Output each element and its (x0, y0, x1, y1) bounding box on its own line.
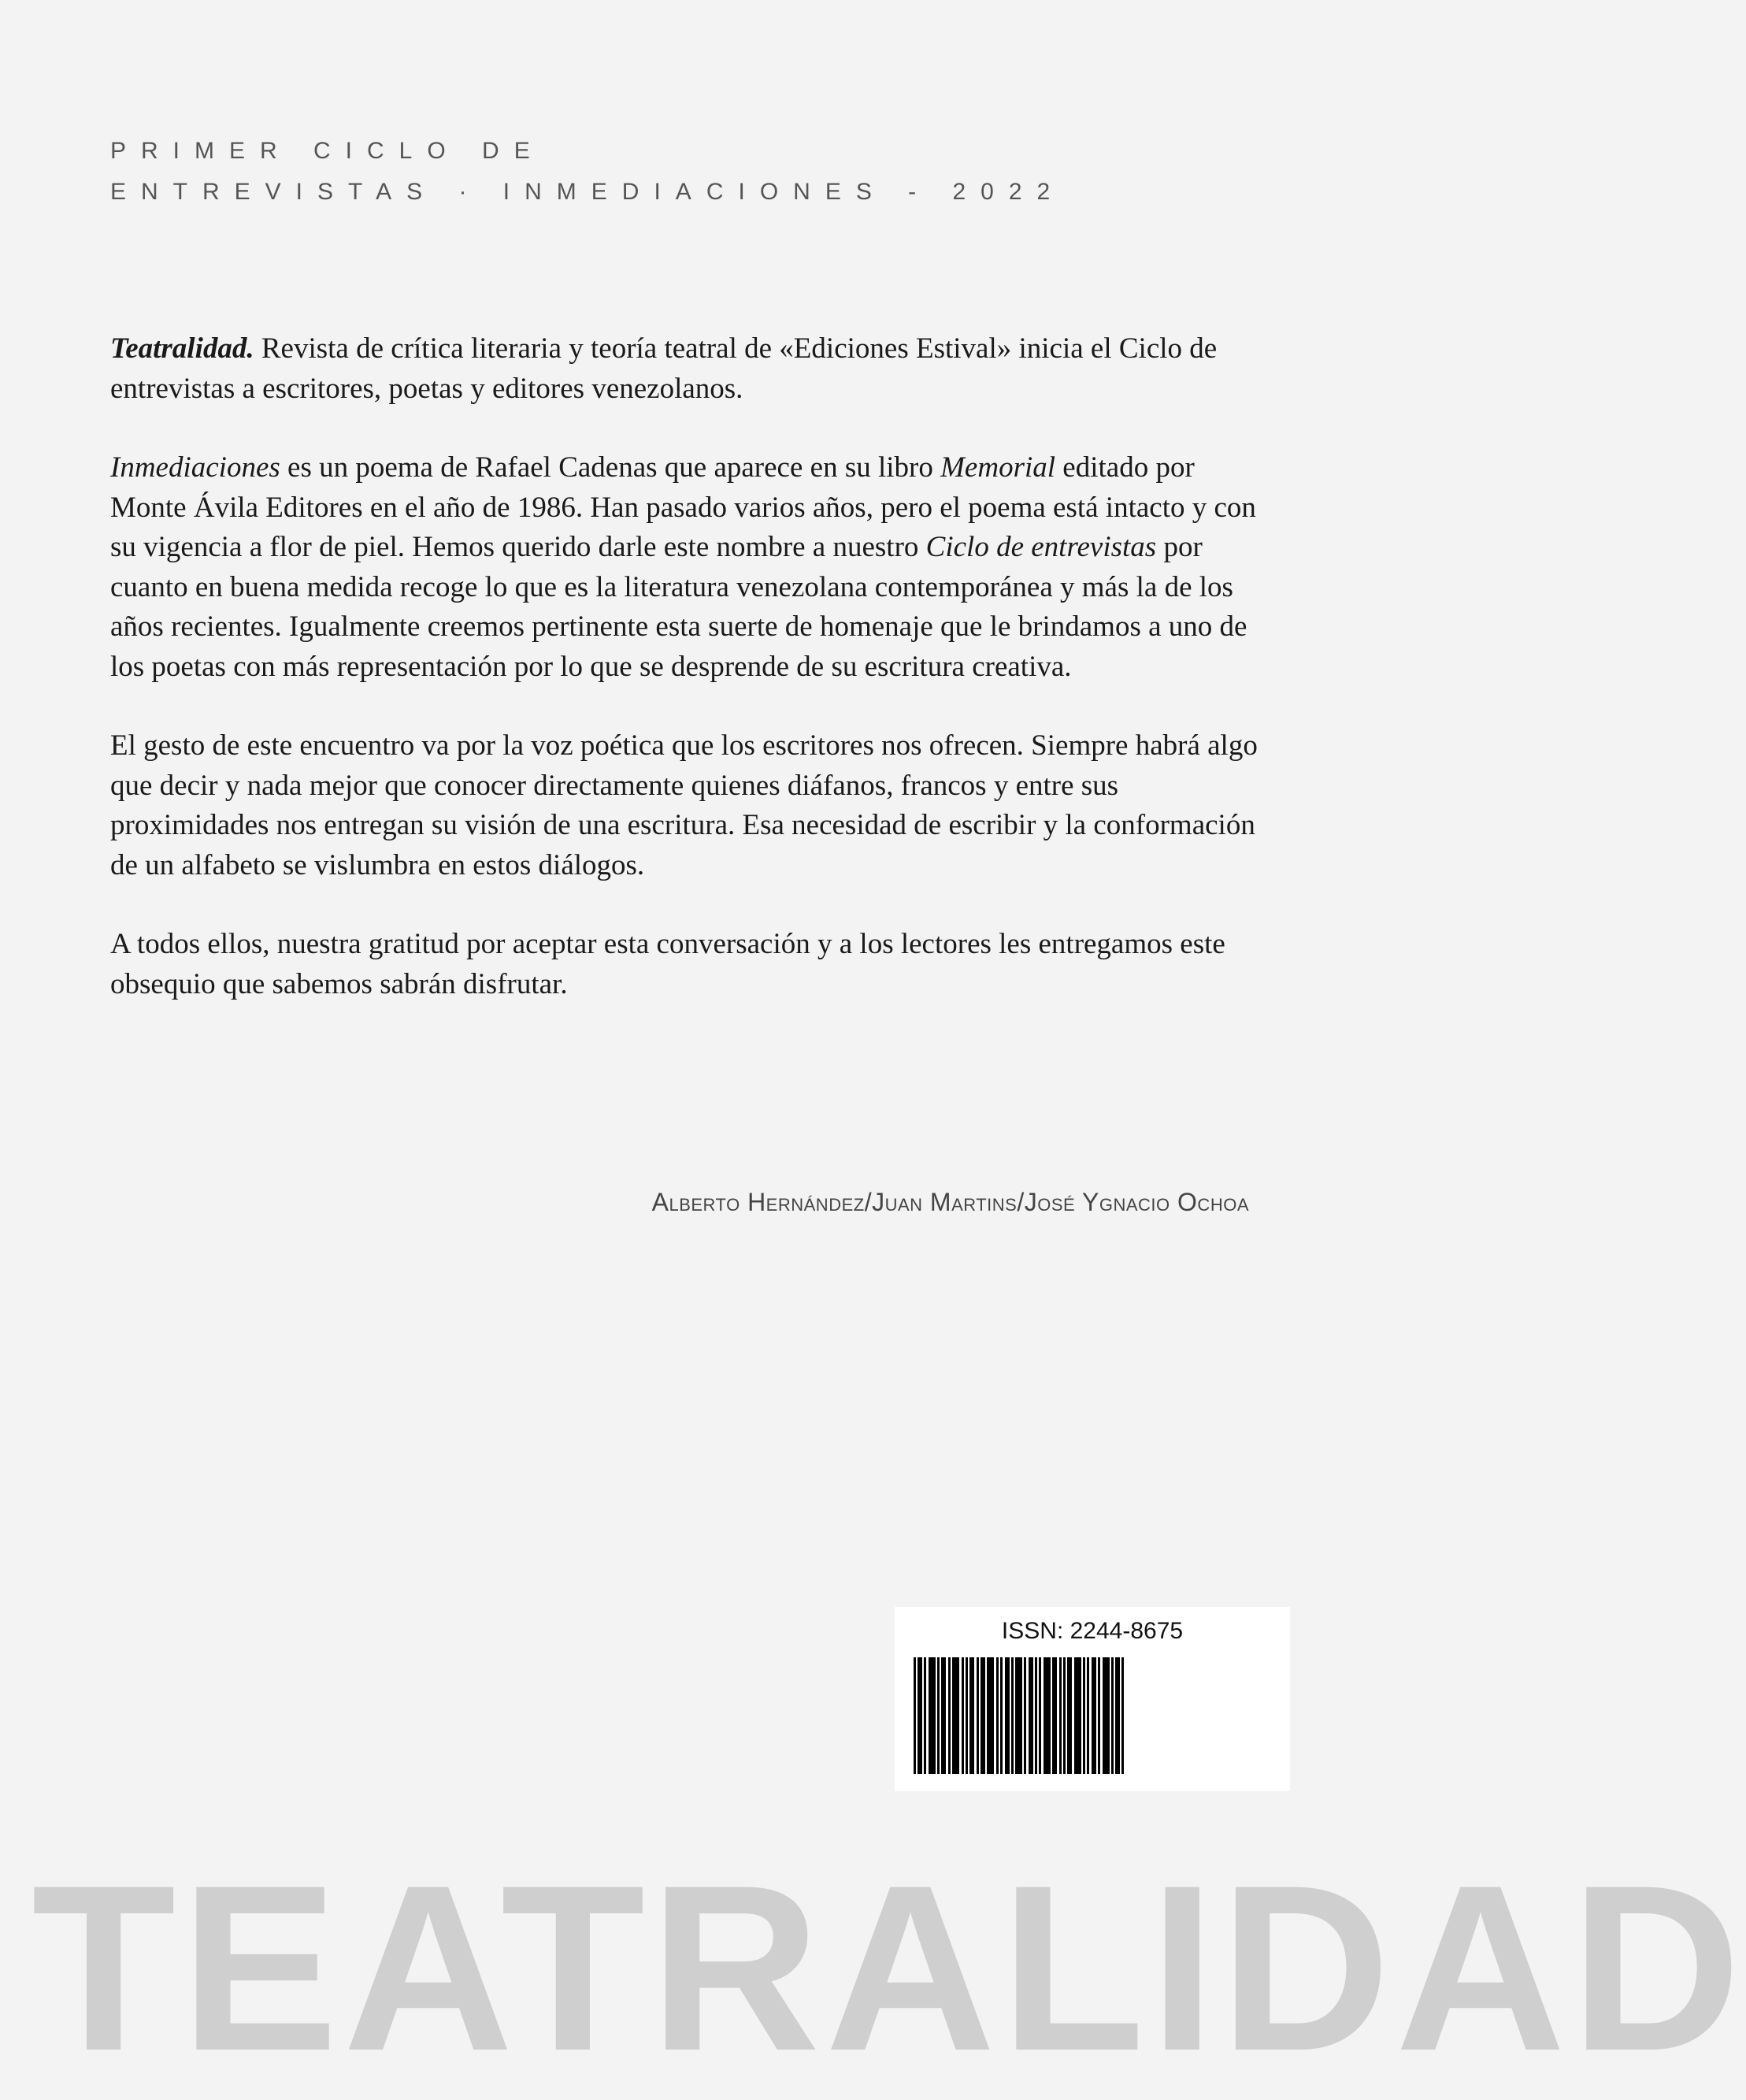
series-header-line-1: PRIMER CICLO DE (110, 138, 545, 164)
intro-text: Revista de crítica literaria y teoría teatral de «Ediciones Estival» inicia el Ciclo de entrevistas a escritores, poetas y editores venezolanos. (110, 332, 1218, 405)
barcode-bar (1121, 1657, 1124, 1774)
barcode-bar (996, 1657, 999, 1774)
barcode-bar (1059, 1657, 1062, 1774)
barcode-bar (1087, 1657, 1089, 1774)
barcode-bar (1015, 1657, 1022, 1774)
barcode-bar (1092, 1657, 1096, 1774)
barcode-bar (1044, 1657, 1051, 1774)
issn-label: ISSN: 2244-8675 (1001, 1618, 1184, 1644)
series-header (110, 131, 1065, 213)
barcode-bar (937, 1657, 940, 1774)
book-title: Memorial (940, 451, 1056, 484)
back-cover-text (110, 329, 1260, 1044)
barcode-bar (917, 1657, 922, 1774)
barcode-bar (1083, 1657, 1085, 1774)
barcode-bar (924, 1657, 926, 1774)
barcode-bar (1039, 1657, 1041, 1774)
poem-title: Inmediaciones (110, 451, 280, 484)
barcode-bar (969, 1657, 974, 1774)
barcode-bar (914, 1657, 916, 1774)
barcode-bar (987, 1657, 994, 1774)
barcode-bar (962, 1657, 964, 1774)
barcode-bar (981, 1657, 985, 1774)
barcode-bar (1111, 1657, 1114, 1774)
barcode-bar (1115, 1657, 1120, 1774)
barcode-bar (1029, 1657, 1033, 1774)
barcode (914, 1657, 1271, 1774)
poem-text-1: es un poema de Rafael Cadenas que aparece en su libro (280, 451, 941, 484)
barcode-bar (977, 1657, 979, 1774)
issn-barcode-box (895, 1607, 1290, 1791)
poem-text-2: editado por Monte Ávila Editores en el año de 1986. Han pasado varios años, pero el poema está intacto y con su vigencia a flor de piel. Hemos querido darle este nombre a nuestro (110, 451, 1256, 563)
poem-text-3: por cuanto en buena medida recoge lo que es la literatura venezolana contemporánea y más la de los años recientes. Igualmente creemos pertinente esta suerte de homenaje que le brindamos a uno de los poetas con más representación por lo que se desprende de su escritura creativa. (110, 531, 1247, 683)
cycle-title: Ciclo de entrevistas (925, 531, 1157, 563)
barcode-bar (1098, 1657, 1100, 1774)
barcode-bar (1052, 1657, 1057, 1774)
barcode-bar (1005, 1657, 1010, 1774)
gratitude-paragraph: A todos ellos, nuestra gratitud por aceptar esta conversación y a los lectores les entregamos este obsequio que sabemos sabrán disfrutar. (110, 928, 1225, 1000)
magazine-title: Teatralidad. (110, 332, 254, 365)
barcode-bar (1103, 1657, 1110, 1774)
barcode-bar (941, 1657, 946, 1774)
gesture-paragraph: El gesto de este encuentro va por la voz poética que los escritores nos ofrecen. Siempre habrá algo que decir y nada mejor que conocer directamente quienes diáfanos, francos y entre sus proximidades nos entregan su visión de una escritura. Esa necesidad de escribir y la conformación de un alfabeto se vislumbra en estos diálogos. (110, 729, 1258, 881)
footer-logo: TEATRALIDAD (32, 1835, 1746, 2100)
barcode-bar (1035, 1657, 1037, 1774)
barcode-bar (1024, 1657, 1026, 1774)
series-header-line-2: ENTREVISTAS · INMEDIACIONES - 2022 (110, 179, 1066, 205)
authors-signature: Alberto Hernández/Juan Martins/José Ygnacio Ochoa (651, 1188, 1249, 1216)
barcode-bar (929, 1657, 936, 1774)
barcode-bar (966, 1657, 968, 1774)
barcode-bar (1011, 1657, 1014, 1774)
barcode-bar (1074, 1657, 1081, 1774)
poem-paragraph (110, 448, 1260, 687)
barcode-bar (948, 1657, 951, 1774)
barcode-bar (952, 1657, 959, 1774)
barcode-bar (1000, 1657, 1003, 1774)
intro-paragraph (110, 329, 1260, 409)
barcode-bar (1063, 1657, 1066, 1774)
barcode-bar (1067, 1657, 1072, 1774)
